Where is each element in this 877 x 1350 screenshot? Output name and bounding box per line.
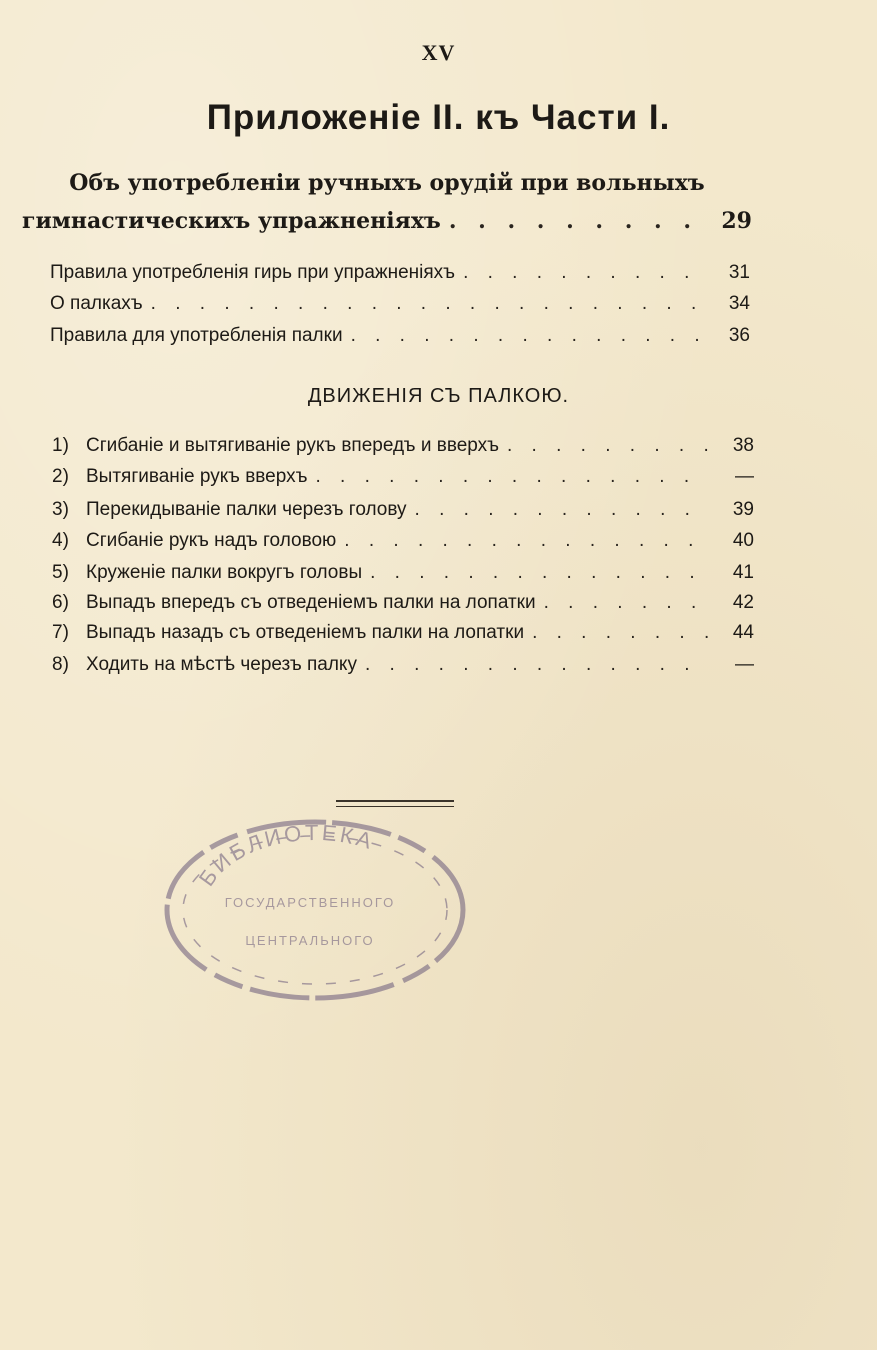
movement-number: 3) — [52, 499, 69, 520]
dot-leader — [315, 466, 710, 488]
movement-row — [52, 499, 754, 521]
stamp-text-top: БИБЛИОТЕКА — [193, 819, 378, 891]
library-stamp — [160, 815, 470, 1005]
movement-number: 6) — [52, 592, 69, 613]
movement-text: Ходить на мѣстѣ черезъ палку — [86, 654, 357, 675]
decorative-rule — [336, 800, 454, 807]
dot-leader — [507, 435, 710, 457]
movement-row — [52, 622, 754, 644]
main-entry-page: 29 — [721, 208, 752, 234]
stamp-text-middle: ГОСУДАРСТВЕННОГО — [224, 895, 396, 910]
dot-leader — [532, 622, 710, 644]
dot-leader — [415, 499, 710, 521]
movement-row — [52, 530, 754, 552]
movement-row — [52, 654, 754, 676]
dot-leader — [365, 654, 710, 676]
movement-number: 8) — [52, 654, 69, 675]
main-entry-line1: Объ употребленіи ручныхъ орудій при вольныхъ — [69, 170, 705, 196]
sub-entry-text: Правила для употребленія палки — [50, 325, 343, 346]
movement-text: Перекидываніе палки черезъ голову — [86, 499, 407, 520]
movement-number: 2) — [52, 466, 69, 487]
movement-row — [52, 592, 754, 614]
dot-leader — [344, 530, 710, 552]
movement-page: — — [735, 654, 754, 675]
main-entry-line2-text: гимнастическихъ упражненіяхъ — [22, 208, 441, 234]
dot-leader — [463, 262, 706, 284]
movement-page: 44 — [732, 622, 754, 643]
movement-row — [52, 435, 754, 457]
sub-entry-row — [50, 293, 750, 315]
svg-text:БИБЛИОТЕКА — [194, 820, 378, 891]
movement-page: 38 — [732, 435, 754, 456]
movement-number: 7) — [52, 622, 69, 643]
movement-page: 42 — [732, 592, 754, 613]
section-heading: ДВИЖЕНІЯ СЪ ПАЛКОЮ. — [307, 385, 570, 407]
dot-leader — [370, 562, 710, 584]
movement-text: Сгибаніе и вытягиваніе рукъ впередъ и вверхъ — [86, 435, 499, 456]
movement-page: 40 — [732, 530, 754, 551]
movement-number: 5) — [52, 562, 69, 583]
movement-page: 39 — [732, 499, 754, 520]
movement-text: Выпадъ назадъ съ отведеніемъ палки на лопатки — [86, 622, 525, 643]
dot-leader — [544, 592, 710, 614]
appendix-title: Приложеніе II. къ Части I. — [206, 98, 671, 137]
sub-entry-row — [50, 325, 750, 347]
movement-text: Круженіе палки вокругъ головы — [86, 562, 363, 583]
movement-row — [52, 562, 754, 584]
movement-text: Сгибаніе рукъ надъ головою — [86, 530, 337, 551]
movement-page: 41 — [732, 562, 754, 583]
sub-entry-page: 31 — [728, 262, 750, 283]
stamp-text-bottom: ЦЕНТРАЛЬНОГО — [245, 933, 375, 948]
sub-entry-text: О палкахъ — [50, 293, 143, 314]
movement-number: 1) — [52, 435, 69, 456]
sub-entry-page: 36 — [728, 325, 750, 346]
dot-leader — [151, 293, 706, 315]
movement-row — [52, 466, 754, 488]
sub-entry-page: 34 — [728, 293, 750, 314]
movement-text: Выпадъ впередъ съ отведеніемъ палки на лопатки — [86, 592, 536, 613]
page-number: XV — [421, 40, 456, 65]
sub-entry-row — [50, 262, 750, 284]
movement-text: Вытягиваніе рукъ вверхъ — [86, 466, 308, 487]
dot-leader — [449, 208, 708, 234]
dot-leader — [351, 325, 706, 347]
main-entry-line2 — [22, 208, 752, 234]
movement-number: 4) — [52, 530, 69, 551]
sub-entry-text: Правила употребленія гирь при упражненіяхъ — [50, 262, 456, 283]
movement-page: — — [735, 466, 754, 487]
